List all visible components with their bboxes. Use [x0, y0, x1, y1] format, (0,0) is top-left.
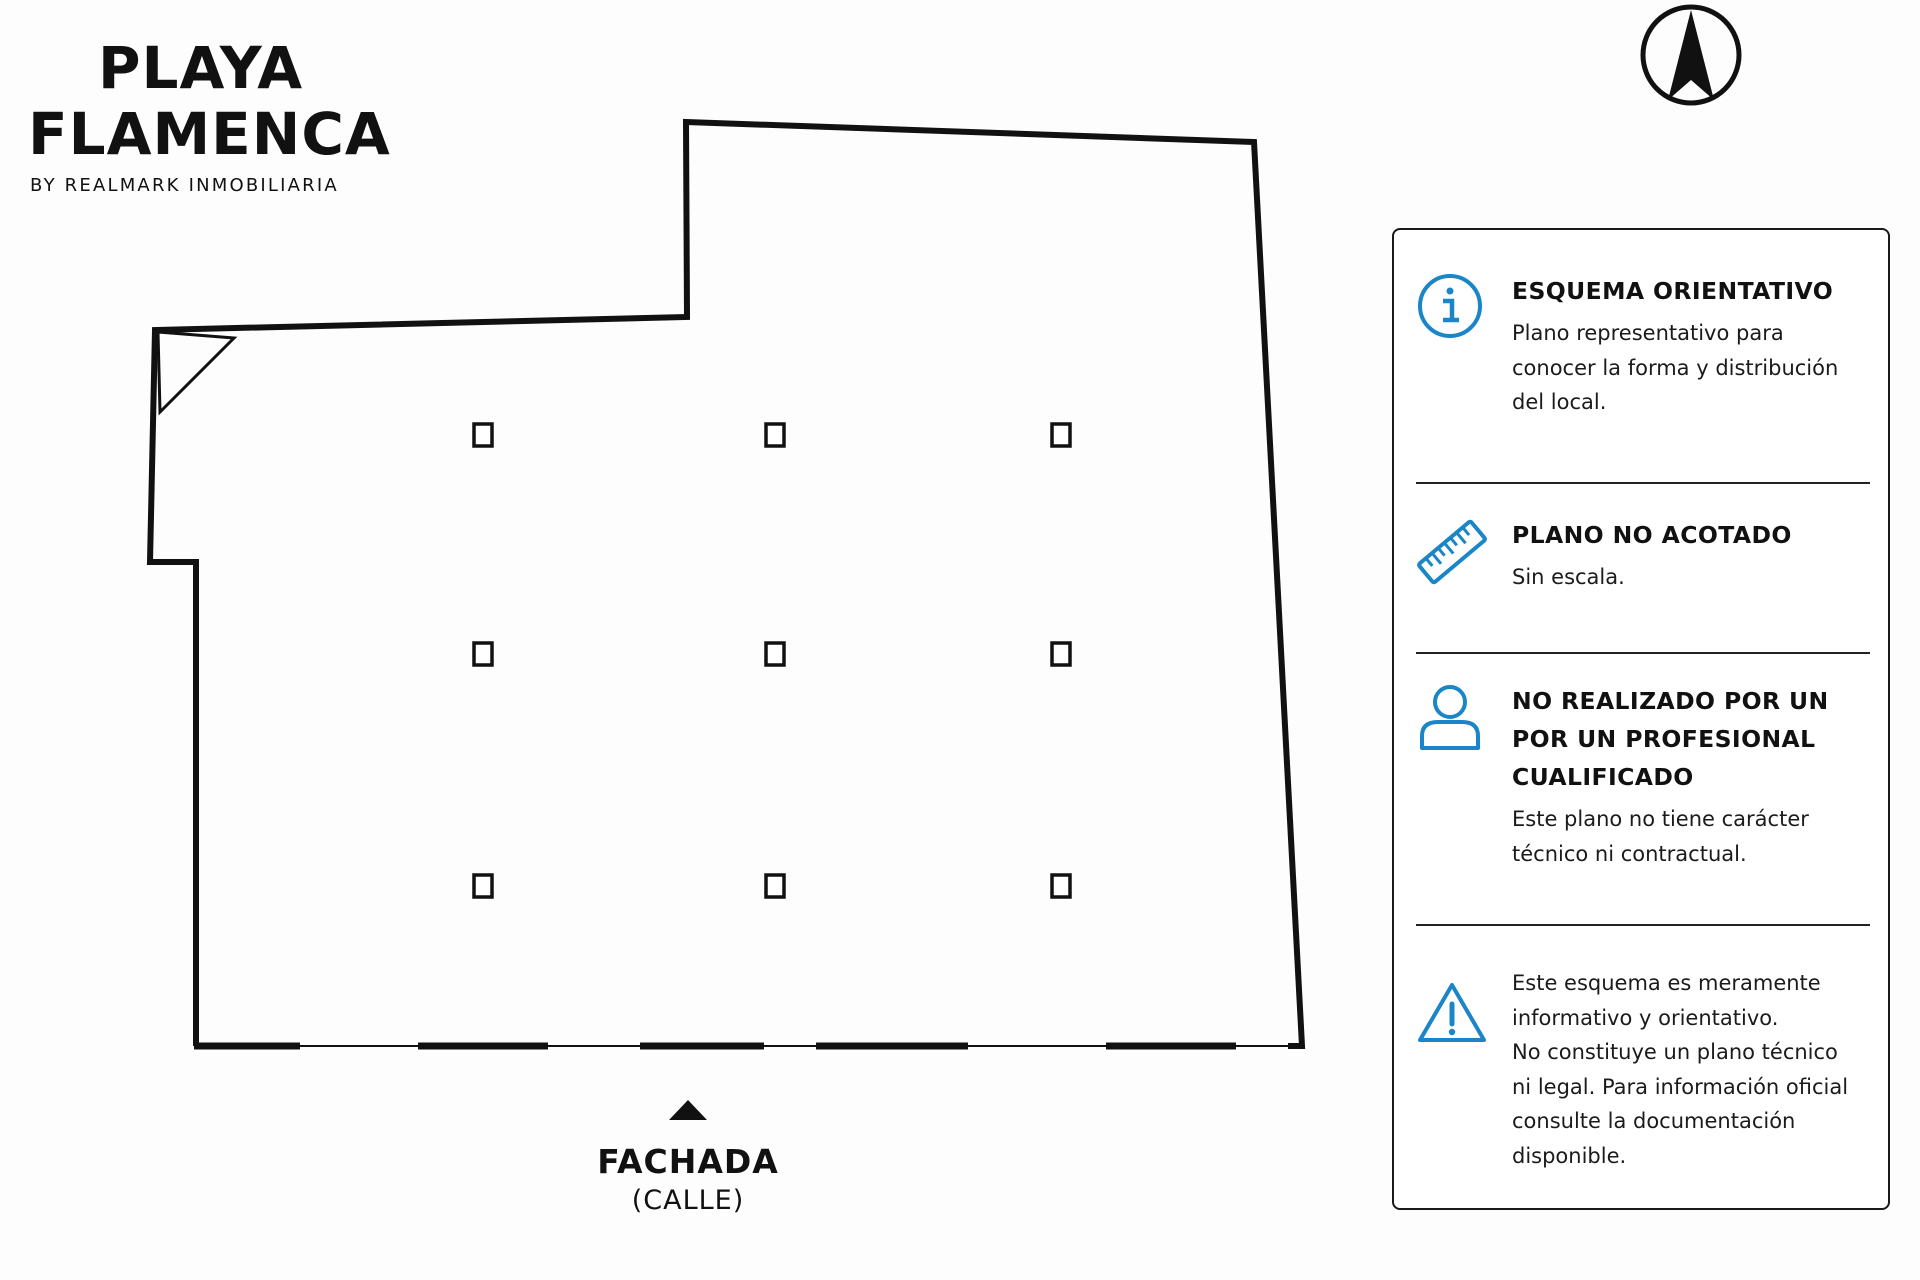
ruler-icon: [1416, 516, 1488, 588]
section-title-line: CUALIFICADO: [1512, 763, 1694, 791]
section-title: ESQUEMA ORIENTATIVO: [1512, 277, 1834, 305]
section-body-line: informativo y orientativo.: [1512, 1005, 1779, 1030]
section-title: PLANO NO ACOTADO: [1512, 521, 1792, 549]
info-icon: [1416, 272, 1484, 340]
facade-title: FACHADA: [597, 1142, 779, 1181]
north-arrow-icon: [1638, 2, 1744, 108]
column: [1052, 643, 1070, 665]
column: [766, 643, 784, 665]
section-disclaimer: [1416, 970, 1870, 1190]
plan-outline: [150, 122, 1302, 1046]
section-body-line: No constituye un plano técnico: [1512, 1040, 1838, 1064]
section-body-line: Sin escala.: [1512, 565, 1625, 589]
brand-subtitle: BY REALMARK INMOBILIARIA: [30, 175, 339, 196]
column: [1052, 424, 1070, 446]
info-panel: [1392, 228, 1890, 1210]
section-body-line: técnico ni contractual.: [1512, 841, 1747, 866]
column: [1052, 875, 1070, 897]
section-body-line: del local.: [1512, 390, 1607, 414]
section-plano-no-acotado: [1416, 516, 1870, 616]
facade-subtitle: (CALLE): [631, 1185, 745, 1216]
section-body-line: Este esquema es meramente: [1512, 971, 1821, 995]
section-no-realizado-profesional: [1416, 682, 1870, 902]
facade-label: [560, 1100, 816, 1216]
warning-icon: [1416, 980, 1488, 1046]
section-divider: [1416, 482, 1870, 484]
column: [766, 424, 784, 446]
column: [474, 875, 492, 897]
section-body-line: conocer la forma y distribución: [1512, 355, 1839, 380]
section-body-line: consulte la documentación: [1512, 1109, 1796, 1133]
section-body-line: disponible.: [1512, 1143, 1627, 1168]
section-title-line: NO REALIZADO POR UN: [1512, 687, 1829, 715]
column: [766, 875, 784, 897]
section-title-line: POR UN PROFESIONAL: [1512, 725, 1816, 753]
brand-name-line2: FLAMENCA: [28, 100, 391, 168]
section-divider: [1416, 652, 1870, 654]
user-icon: [1416, 682, 1484, 754]
facade-arrow-icon: [669, 1100, 707, 1120]
column: [474, 643, 492, 665]
section-body-line: ni legal. Para información oficial: [1512, 1074, 1849, 1099]
section-body-line: Plano representativo para: [1512, 321, 1784, 345]
section-body-line: Este plano no tiene carácter: [1512, 807, 1809, 831]
section-esquema-orientativo: [1416, 272, 1870, 422]
column: [474, 424, 492, 446]
corner-shaft: [158, 332, 234, 412]
brand-name-line1: PLAYA: [98, 34, 304, 102]
section-divider: [1416, 924, 1870, 926]
